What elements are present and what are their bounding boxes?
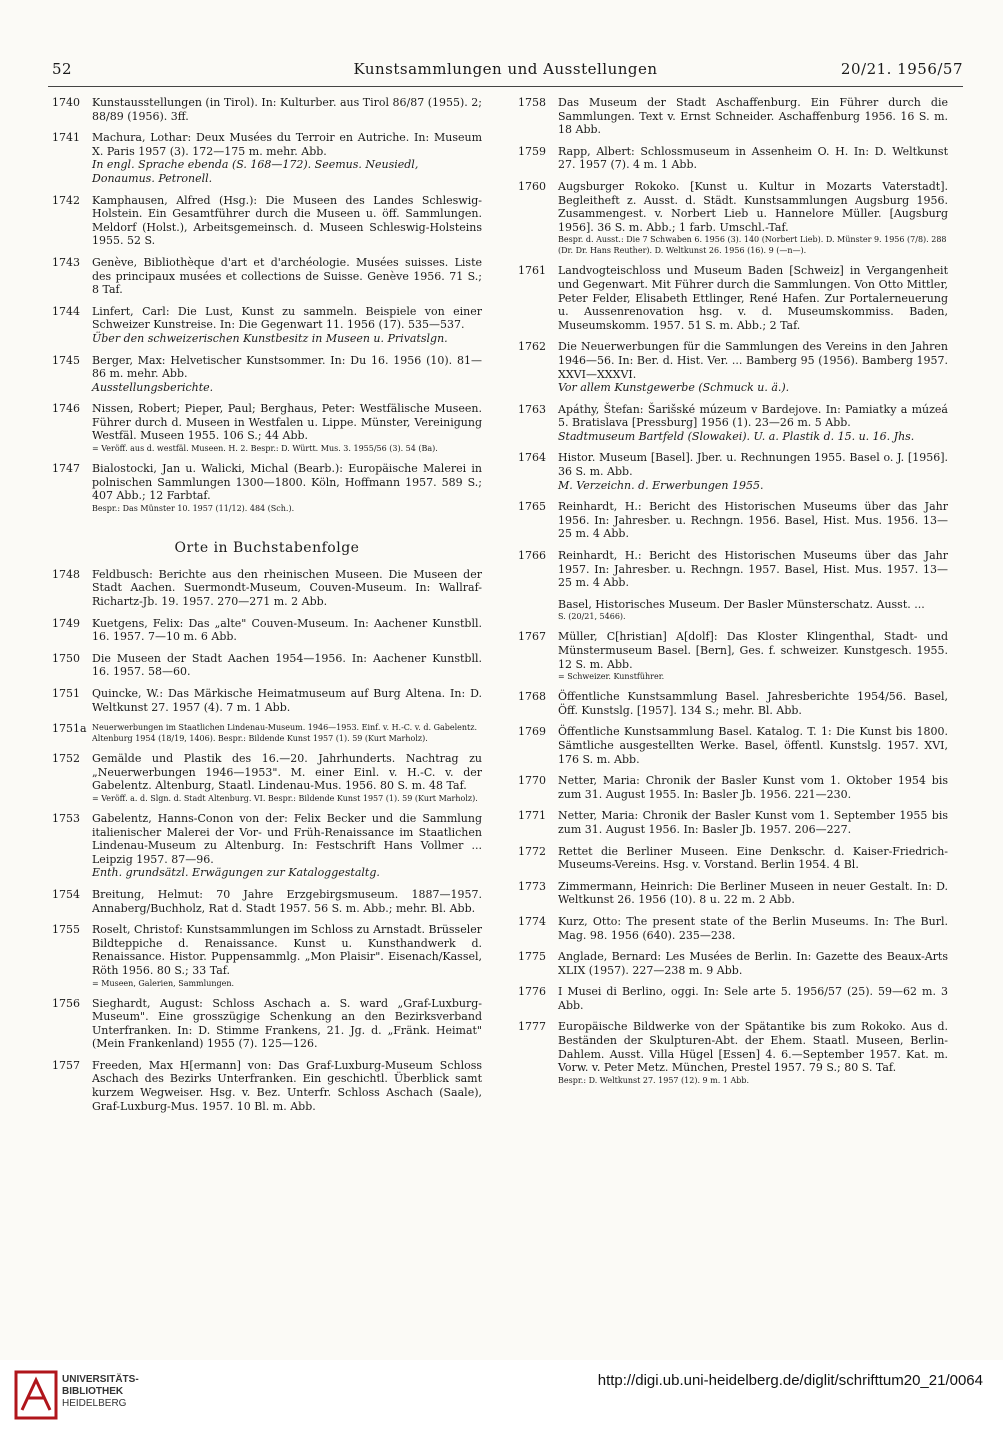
header-rule xyxy=(48,86,963,87)
entry-number: 1774 xyxy=(518,914,546,928)
bibliography-entry xyxy=(52,462,482,514)
entry-text: Augsburger Rokoko. [Kunst u. Kultur in Mozarts Vaterstadt]. Begleitheft z. Ausst. d. Städt. Kunstsammlungen Augsburg 1956. Zusammengest. v. Norbert Lieb u. Hannelore Müller. [Augsburg 1956]. 36 S. m. Abb.; 1 farb. Umschl.-Taf. xyxy=(558,179,948,234)
entry-review-note: = Museen, Galerien, Sammlungen. xyxy=(92,978,235,988)
entry-number: 1768 xyxy=(518,690,546,704)
bibliography-entry xyxy=(518,403,948,444)
entry-text: Reinhardt, H.: Bericht des Historischen Museums über das Jahr 1956. In: Jahresber. u. Rechngn. 1956. Basel, Hist. Mus. 1956. 13—25 m. 4 Abb. xyxy=(558,500,948,541)
entry-number: 1777 xyxy=(518,1020,546,1034)
entry-text: Freeden, Max H[ermann] von: Das Graf-Luxburg-Museum Schloss Aschach des Bezirks Unterfranken. Ein geschichtl. Überblick samt kurzem Wegweiser. Hsg. v. Bez. Unterfr. Schloss Aschach (Saale), Graf-Luxburg-Mus. 1957. 10 Bl. m. Abb. xyxy=(92,1058,482,1113)
entry-number: 1765 xyxy=(518,500,546,514)
library-name-line-2: BIBLIOTHEK xyxy=(62,1386,124,1397)
entry-review-note: Neuerwerbungen im Staatlichen Lindenau-Museum. 1946—1953. Einf. v. H.-C. v. d. Gabelentz. Altenburg 1954 (18/19, 1406). Bespr.: Bildende Kunst 1957 (1). 59 (Kurt Marholz). xyxy=(92,723,478,744)
entry-number: 1757 xyxy=(52,1058,80,1072)
bibliography-entry xyxy=(518,915,948,942)
bibliography-entry xyxy=(518,690,948,717)
entry-number: 1751 xyxy=(52,687,80,700)
entry-text: I Musei di Berlino, oggi. In: Sele arte 5. 1956/57 (25). 59—62 m. 3 Abb. xyxy=(558,985,948,1012)
entry-number: 1741 xyxy=(52,131,80,145)
bibliography-entry xyxy=(52,617,482,644)
bibliography-entry xyxy=(52,194,482,248)
entry-number: 1766 xyxy=(518,549,546,563)
bibliography-entry xyxy=(52,256,482,297)
bibliography-entry xyxy=(518,549,948,590)
right-column xyxy=(518,96,948,1094)
bibliography-entry xyxy=(518,264,948,332)
bibliography-entry xyxy=(52,923,482,988)
entry-text: Kurz, Otto: The present state of the Berlin Museums. In: The Burl. Mag. 98. 1956 (640). 235—238. xyxy=(558,914,948,942)
bibliography-entry xyxy=(518,96,948,137)
entry-note: M. Verzeichn. d. Erwerbungen 1955. xyxy=(558,478,764,492)
entry-note: Vor allem Kunstgewerbe (Schmuck u. ä.). xyxy=(558,381,790,395)
bibliography-entry xyxy=(52,812,482,880)
entry-text: Roselt, Christof: Kunstsammlungen im Schloss zu Arnstadt. Brüsseler Bildteppiche d. Renaissance. Kunst u. Kunsthandwerk d. Renaissance. Histor. Puppensammlg. „Mon Plaisir". Eisenach/Kassel, Röth 1956. 80 S.; 33 Taf. xyxy=(92,923,482,977)
entry-text: Öffentliche Kunstsammlung Basel. Jahresberichte 1954/56. Basel, Öff. Kunstslg. [1957]. 134 S.; mehr. Bl. Abb. xyxy=(558,690,948,717)
entry-number: 1743 xyxy=(52,255,80,269)
entry-number: 1744 xyxy=(52,304,80,318)
entry-number: 1772 xyxy=(518,844,546,858)
bibliography-entry xyxy=(52,96,482,123)
entry-number: 1764 xyxy=(518,451,546,465)
bibliography-entry xyxy=(518,1020,948,1085)
entry-review-note: Bespr.: Das Münster 10. 1957 (11/12). 484 (Sch.). xyxy=(92,503,295,513)
entry-text: Quincke, W.: Das Märkische Heimatmuseum auf Burg Altena. In: D. Weltkunst 27. 1957 (4). 7 m. 1 Abb. xyxy=(92,687,482,714)
bibliography-entry xyxy=(518,985,948,1012)
library-name-line-1: UNIVERSITÄTS- xyxy=(62,1374,139,1385)
entry-text: Landvogteischloss und Museum Baden [Schweiz] in Vergangenheit und Gegenwart. Mit Führer durch die Sammlungen. Von Otto Mittler, Peter Felder, Elisabeth Ettlinger, René Hafen. Zur Portalerneuerung u. Aussenrenovation hsg. v. d. Museumskommiss. Baden, Museumskomm. 1957. 51 S. m. Abb.; 2 Taf. xyxy=(558,264,948,332)
entry-text: Berger, Max: Helvetischer Kunstsommer. In: Du 16. 1956 (10). 81—86 m. mehr. Abb. xyxy=(92,353,482,381)
entry-text: Netter, Maria: Chronik der Basler Kunst vom 1. September 1955 bis zum 31. August 1956. In: Basler Jb. 1957. 206—227. xyxy=(558,809,948,836)
bibliography-entry xyxy=(52,888,482,915)
bibliography-entry xyxy=(518,630,948,682)
entry-number: 1762 xyxy=(518,340,546,354)
entry-text: Anglade, Bernard: Les Musées de Berlin. In: Gazette des Beaux-Arts XLIX (1957). 227—238 m. 9 Abb. xyxy=(558,950,948,977)
bibliography-entry xyxy=(52,687,482,714)
entry-number: 1767 xyxy=(518,630,546,644)
entry-number: 1742 xyxy=(52,193,80,207)
bibliography-entry xyxy=(518,845,948,872)
entry-number: 1752 xyxy=(52,752,80,766)
source-url-link[interactable]: http://digi.ub.uni-heidelberg.de/diglit/schrifttum20_21/0064 xyxy=(597,1372,983,1389)
sub-note-ref: S. (20/21, 5466). xyxy=(558,612,626,622)
bibliography-entry xyxy=(518,180,948,256)
entry-text: Feldbusch: Berichte aus den rheinischen Museen. Die Museen der Stadt Aachen. Suermondt-Museum, Couven-Museum. In: Wallraf-Richartz-Jb. 19. 1957. 270—271 m. 2 Abb. xyxy=(92,567,482,609)
entry-text: Netter, Maria: Chronik der Basler Kunst vom 1. Oktober 1954 bis zum 31. August 1955. In: Basler Jb. 1956. 221—230. xyxy=(558,774,948,801)
library-name xyxy=(62,1374,139,1410)
bibliography-entry xyxy=(52,1059,482,1113)
entry-number: 1748 xyxy=(52,567,80,581)
entry-text: Apáthy, Štefan: Šarišské múzeum v Bardejove. In: Pamiatky a múzeá 5. Bratislava [Pressburg] 1956 (1). 23—26 m. 5 Abb. xyxy=(558,402,948,430)
bibliography-entry xyxy=(518,145,948,172)
bibliography-entry xyxy=(518,950,948,977)
entry-text: Gabelentz, Hanns-Conon von der: Felix Becker und die Sammlung italienischer Malerei der Vor- und Früh-Renaissance im Staatlichen Lindenau-Museum zu Altenburg. In: Festschrift Hans Vollmer ... Leipzig 1957. 87—96. xyxy=(92,811,482,866)
entry-text: Rettet die Berliner Museen. Eine Denkschr. d. Kaiser-Friedrich-Museums-Vereins. Hsg. v. Vorstand. Berlin 1954. 4 Bl. xyxy=(558,844,948,872)
entry-text: Genève, Bibliothèque d'art et d'archéologie. Musées suisses. Liste des principaux musées et collections de Suisse. Genève 1956. 71 S.; 8 Taf. xyxy=(92,255,482,297)
entry-number: 1775 xyxy=(518,950,546,964)
entry-number: 1760 xyxy=(518,179,546,193)
bibliography-entry xyxy=(52,354,482,395)
entry-text: Die Neuerwerbungen für die Sammlungen des Vereins in den Jahren 1946—56. In: Ber. d. Hist. Ver. ... Bamberg 95 (1956). Bamberg 1957. XXVI—XXXVI. xyxy=(558,340,948,381)
bibliography-entry xyxy=(518,500,948,541)
entry-text: Machura, Lothar: Deux Musées du Terroir en Autriche. In: Museum X. Paris 1957 (3). 172—175 m. mehr. Abb. xyxy=(92,131,482,158)
entry-number: 1756 xyxy=(52,996,80,1010)
section-heading: Orte in Buchstabenfolge xyxy=(174,539,360,556)
entry-review-note: Bespr.: D. Weltkunst 27. 1957 (12). 9 m. 1 Abb. xyxy=(558,1075,750,1085)
entry-text: Müller, C[hristian] A[dolf]: Das Kloster Klingenthal, Stadt- und Münstermuseum Basel. [Bern], Ges. f. schweizer. Kunstgesch. 1955. 12 S. m. Abb. xyxy=(558,630,948,671)
footer-bar xyxy=(0,1360,1003,1434)
bibliography-entry xyxy=(52,568,482,609)
entry-number: 1740 xyxy=(52,96,80,109)
entry-number: 1749 xyxy=(52,616,80,630)
entry-text: Europäische Bildwerke von der Spätantike bis zum Rokoko. Aus d. Beständen der Skulpturen-Abt. der Ehem. Staatl. Museen, Berlin-Dahlem. Ausst. Villa Hügel [Essen] 4. 6.—September 1957. Kat. m. Vorw. v. Peter Metz. München, Prestel 1957. 79 S.; 80 S. Taf. xyxy=(558,1020,948,1075)
entry-number: 1746 xyxy=(52,402,80,416)
entry-text: Die Museen der Stadt Aachen 1954—1956. In: Aachener Kunstbll. 16. 1957. 58—60. xyxy=(92,651,482,679)
entry-text: Gemälde und Plastik des 16.—20. Jahrhunderts. Nachtrag zu „Neuerwerbungen 1946—1953". M. einer Einl. v. H.-C. v. der Gabelentz. Altenburg, Staatl. Lindenau-Mus. 1956. 80 S. m. 48 Taf. xyxy=(92,752,482,793)
entry-text: Breitung, Helmut: 70 Jahre Erzgebirgsmuseum. 1887—1957. Annaberg/Buchholz, Rat d. Stadt 1957. 56 S. m. Abb.; mehr. Bl. Abb. xyxy=(92,887,482,915)
entry-number: 1747 xyxy=(52,462,80,476)
bibliography-entry xyxy=(518,340,948,394)
entry-note: Stadtmuseum Bartfeld (Slowakei). U. a. Plastik d. 15. u. 16. Jhs. xyxy=(558,429,915,443)
entry-review-note: Bespr. d. Ausst.: Die 7 Schwaben 6. 1956 (3). 140 (Norbert Lieb). D. Münster 9. 1956 (7/8). 288 (Dr. Dr. Hans Reuther). D. Weltkunst 26. 1956 (16). 9 (—n—). xyxy=(558,235,947,256)
bibliography-entry xyxy=(518,880,948,907)
library-logo-icon xyxy=(14,1370,58,1420)
entry-text: Rapp, Albert: Schlossmuseum in Assenheim O. H. In: D. Weltkunst 27. 1957 (7). 4 m. 1 Abb. xyxy=(558,144,948,172)
entry-review-note: = Schweizer. Kunstführer. xyxy=(558,672,665,682)
entry-number: 1776 xyxy=(518,985,546,999)
sub-note xyxy=(518,598,948,623)
sub-note-text: Basel, Historisches Museum. Der Basler Münsterschatz. Ausst. ... xyxy=(558,597,925,611)
bibliography-entry xyxy=(52,131,482,185)
bibliography-entry xyxy=(52,402,482,454)
bibliography-entry xyxy=(518,809,948,836)
entry-number: 1771 xyxy=(518,809,546,823)
entry-number: 1761 xyxy=(518,264,546,278)
entry-number: 1753 xyxy=(52,811,80,825)
entry-note: In engl. Sprache ebenda (S. 168—172). Seemus. Neusiedl, Donaumus. Petronell. xyxy=(92,158,419,185)
running-header xyxy=(48,60,963,86)
left-column xyxy=(52,96,482,1121)
entry-text: Kamphausen, Alfred (Hsg.): Die Museen des Landes Schleswig-Holstein. Ein Gesamtführer durch die Museen u. öff. Sammlungen. Meldorf (Holst.), Arbeitsgemeinsch. d. Museen Schleswig-Holsteins 1955. 52 S. xyxy=(92,193,482,248)
bibliography-entry xyxy=(518,774,948,801)
entry-number: 1770 xyxy=(518,774,546,788)
entry-text: Histor. Museum [Basel]. Jber. u. Rechnungen 1955. Basel o. J. [1956]. 36 S. m. Abb. xyxy=(558,451,948,479)
bibliography-entry xyxy=(518,451,948,492)
issue-label: 20/21. 1956/57 xyxy=(840,60,963,78)
page-number: 52 xyxy=(52,60,73,78)
bibliography-entry xyxy=(52,997,482,1051)
entry-note: Über den schweizerischen Kunstbesitz in Museen u. Privatslgn. xyxy=(92,331,448,345)
entry-number: 1755 xyxy=(52,923,80,937)
entry-text: Kuetgens, Felix: Das „alte" Couven-Museum. In: Aachener Kunstbll. 16. 1957. 7—10 m. 6 Abb. xyxy=(92,616,482,644)
bibliography-entry xyxy=(52,652,482,679)
entry-text: Sieghardt, August: Schloss Aschach a. S. ward „Graf-Luxburg-Museum". Eine grosszügige Schenkung an den Bezirksverband Unterfranken. In: D. Stimme Frankens, 21. Jg. d. „Fränk. Heimat" (Mein Frankenland) 1955 (7). 125—126. xyxy=(92,996,482,1051)
entry-text: Kunstausstellungen (in Tirol). In: Kulturber. aus Tirol 86/87 (1955). 2; 88/89 (1956). 3ff. xyxy=(92,96,482,123)
entry-number: 1754 xyxy=(52,887,80,901)
entry-review-note: = Veröff. a. d. Slgn. d. Stadt Altenburg. VI. Bespr.: Bildende Kunst 1957 (1). 59 (Kurt Marholz). xyxy=(92,793,478,803)
entry-text: Nissen, Robert; Pieper, Paul; Berghaus, Peter: Westfälische Museen. Führer durch d. Museen in Westfalen u. Lippe. Münster, Vereinigung Westfäl. Museen 1955. 106 S.; 44 Abb. xyxy=(92,402,482,443)
entry-number: 1769 xyxy=(518,725,546,739)
entry-text: Das Museum der Stadt Aschaffenburg. Ein Führer durch die Sammlungen. Text v. Ernst Schneider. Aschaffenburg 1956. 16 S. m. 18 Abb. xyxy=(558,96,948,137)
entry-text: Bialostocki, Jan u. Walicki, Michal (Bearb.): Europäische Malerei in polnischen Sammlungen 1300—1800. Köln, Hoffmann 1957. 589 S.; 407 Abb.; 12 Farbtaf. xyxy=(92,462,482,503)
running-title: Kunstsammlungen und Ausstellungen xyxy=(353,60,658,78)
entry-text: Linfert, Carl: Die Lust, Kunst zu sammeln. Beispiele von einer Schweizer Kunstreise. In: Die Gegenwart 11. 1956 (17). 535—537. xyxy=(92,304,482,332)
entry-text: Zimmermann, Heinrich: Die Berliner Museen in neuer Gestalt. In: D. Weltkunst 26. 1956 (10). 8 u. 22 m. 2 Abb. xyxy=(558,879,948,907)
entry-number: 1751a xyxy=(52,722,87,736)
entry-note: Enth. grundsätzl. Erwägungen zur Kataloggestaltg. xyxy=(92,866,380,880)
entry-text: Reinhardt, H.: Bericht des Historischen Museums über das Jahr 1957. In: Jahresber. u. Rechngn. 1957. Basel, Hist. Mus. 1957. 13—25 m. 4 Abb. xyxy=(558,549,948,590)
entry-review-note: = Veröff. aus d. westfäl. Museen. H. 2. Bespr.: D. Württ. Mus. 3. 1955/56 (3). 54 (Ba). xyxy=(92,444,438,454)
entry-number: 1745 xyxy=(52,353,80,367)
library-name-line-3: HEIDELBERG xyxy=(62,1398,127,1409)
entry-number: 1750 xyxy=(52,651,80,665)
bibliography-entry xyxy=(518,725,948,766)
entry-number: 1763 xyxy=(518,402,546,416)
entry-number: 1759 xyxy=(518,144,546,158)
entry-number: 1773 xyxy=(518,879,546,893)
bibliography-entry xyxy=(52,722,482,744)
bibliography-entry xyxy=(52,752,482,804)
entry-number: 1758 xyxy=(518,96,546,109)
bibliography-entry xyxy=(52,305,482,346)
entry-note: Ausstellungsberichte. xyxy=(92,380,214,394)
entry-text: Öffentliche Kunstsammlung Basel. Katalog. T. 1: Die Kunst bis 1800. Sämtliche ausgestellten Werke. Basel, öffentl. Kunstslg. 1957. XVI, 176 S. m. Abb. xyxy=(558,725,948,766)
